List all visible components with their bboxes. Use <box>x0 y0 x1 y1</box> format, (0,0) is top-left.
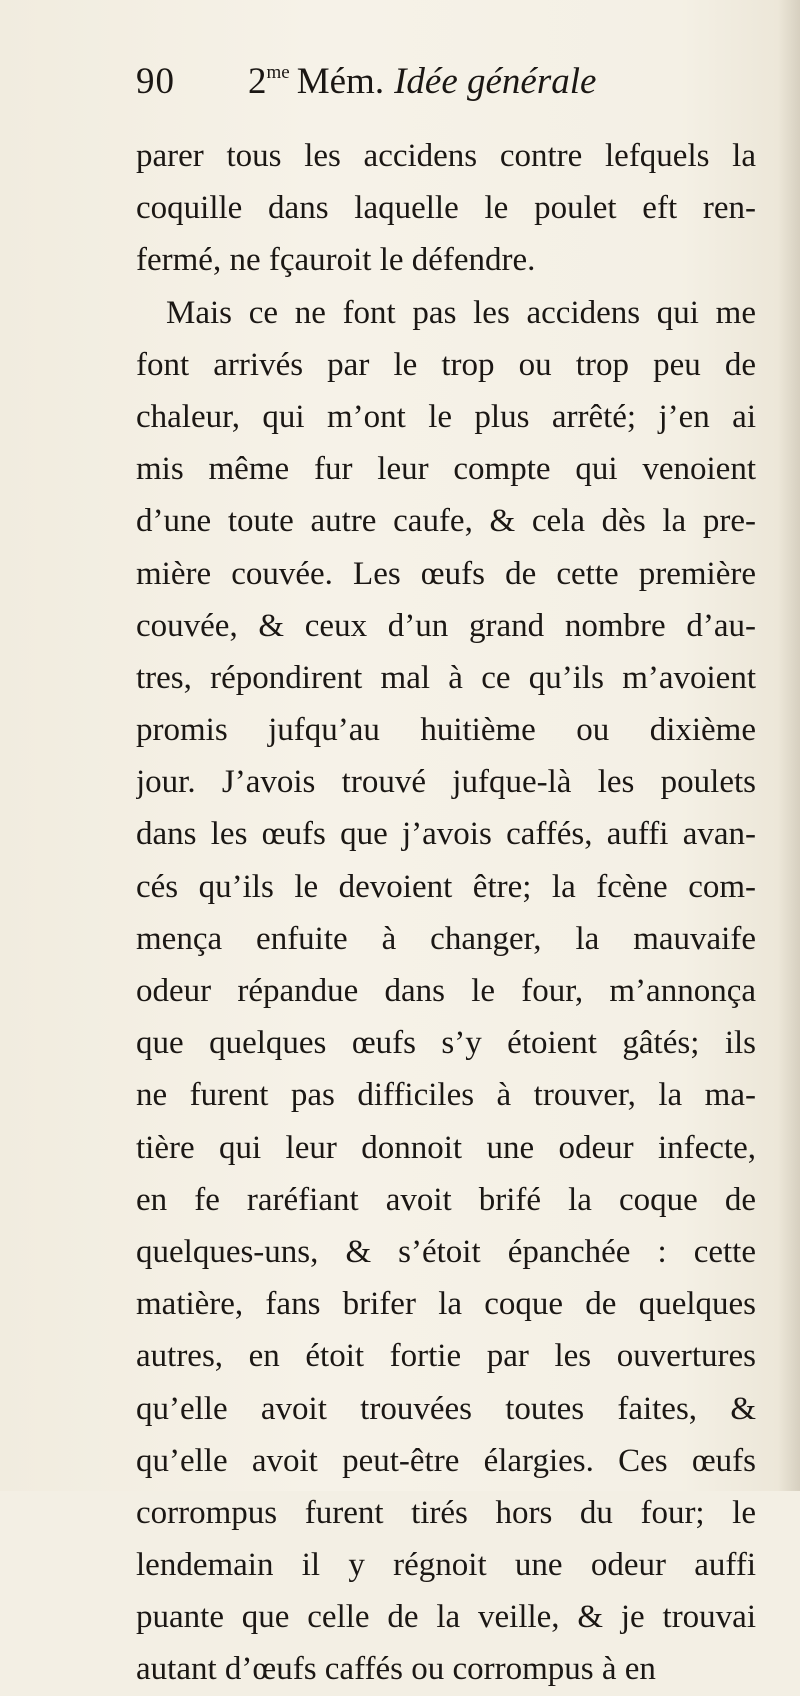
text-line: autant d’œufs caffés ou corrompus à en <box>136 1651 656 1688</box>
text-line: font arrivés par le trop ou trop peu de <box>136 346 756 383</box>
text-line: matière, fans brifer la coque de quelques <box>136 1286 756 1323</box>
text-line: d’une toute autre caufe, & cela dès la pre- <box>136 503 756 540</box>
text-line: couvée, & ceux d’un grand nombre d’au- <box>136 607 756 644</box>
running-head <box>248 60 596 103</box>
text-line: quelques-uns, & s’étoit épanchée : cette <box>136 1233 756 1270</box>
section-title: Idée générale <box>394 61 597 102</box>
text-line: qu’elle avoit trouvées toutes faites, & <box>136 1390 756 1427</box>
text-line: parer tous les accidens contre lefquels la <box>136 138 756 174</box>
text-line: coquille dans laquelle le poulet eft ren- <box>136 190 756 227</box>
text-line: chaleur, qui m’ont le plus arrêté; j’en ai <box>136 398 756 435</box>
text-line: mis même fur leur compte qui venoient <box>136 451 756 488</box>
page-edge-shadow <box>778 0 800 1491</box>
text-line: jour. J’avois trouvé jufque-là les poulets <box>136 764 756 801</box>
text-line: qu’elle avoit peut-être élargies. Ces œufs <box>136 1442 756 1479</box>
page-header <box>0 60 800 120</box>
text-line: odeur répandue dans le four, m’annonça <box>136 973 756 1009</box>
text-line: autres, en étoit fortie par les ouvertures <box>136 1338 756 1375</box>
text-line: tres, répondirent mal à ce qu’ils m’avoient <box>136 659 756 696</box>
text-line: mença enfuite à changer, la mauvaife <box>136 920 756 957</box>
volume-label: 2 <box>248 61 267 102</box>
memoir-label: Mém. <box>296 61 385 102</box>
text-line: ne furent pas difficiles à trouver, la ma- <box>136 1077 756 1114</box>
text-line: mière couvée. Les œufs de cette première <box>136 555 756 592</box>
text-line: Mais ce ne font pas les accidens qui me <box>166 294 756 331</box>
text-line: promis jufqu’au huitième ou dixième <box>136 712 756 749</box>
page-number: 90 <box>136 61 175 102</box>
body-text <box>136 130 756 1696</box>
text-line: en fe raréfiant avoit brifé la coque de <box>136 1181 756 1218</box>
volume-superscript: me <box>266 62 290 83</box>
text-line: lendemain il y régnoit une odeur auffi <box>136 1547 756 1584</box>
text-line: que quelques œufs s’y étoient gâtés; ils <box>136 1025 756 1062</box>
text-line: puante que celle de la veille, & je trouvai <box>136 1599 756 1636</box>
text-line: tière qui leur donnoit une odeur infecte, <box>136 1129 756 1166</box>
text-line: corrompus furent tirés hors du four; le <box>136 1494 756 1531</box>
text-line: fermé, ne fçauroit le défendre. <box>136 242 536 279</box>
text-line: cés qu’ils le devoient être; la fcène com- <box>136 868 756 905</box>
text-line: dans les œufs que j’avois caffés, auffi avan- <box>136 816 756 853</box>
